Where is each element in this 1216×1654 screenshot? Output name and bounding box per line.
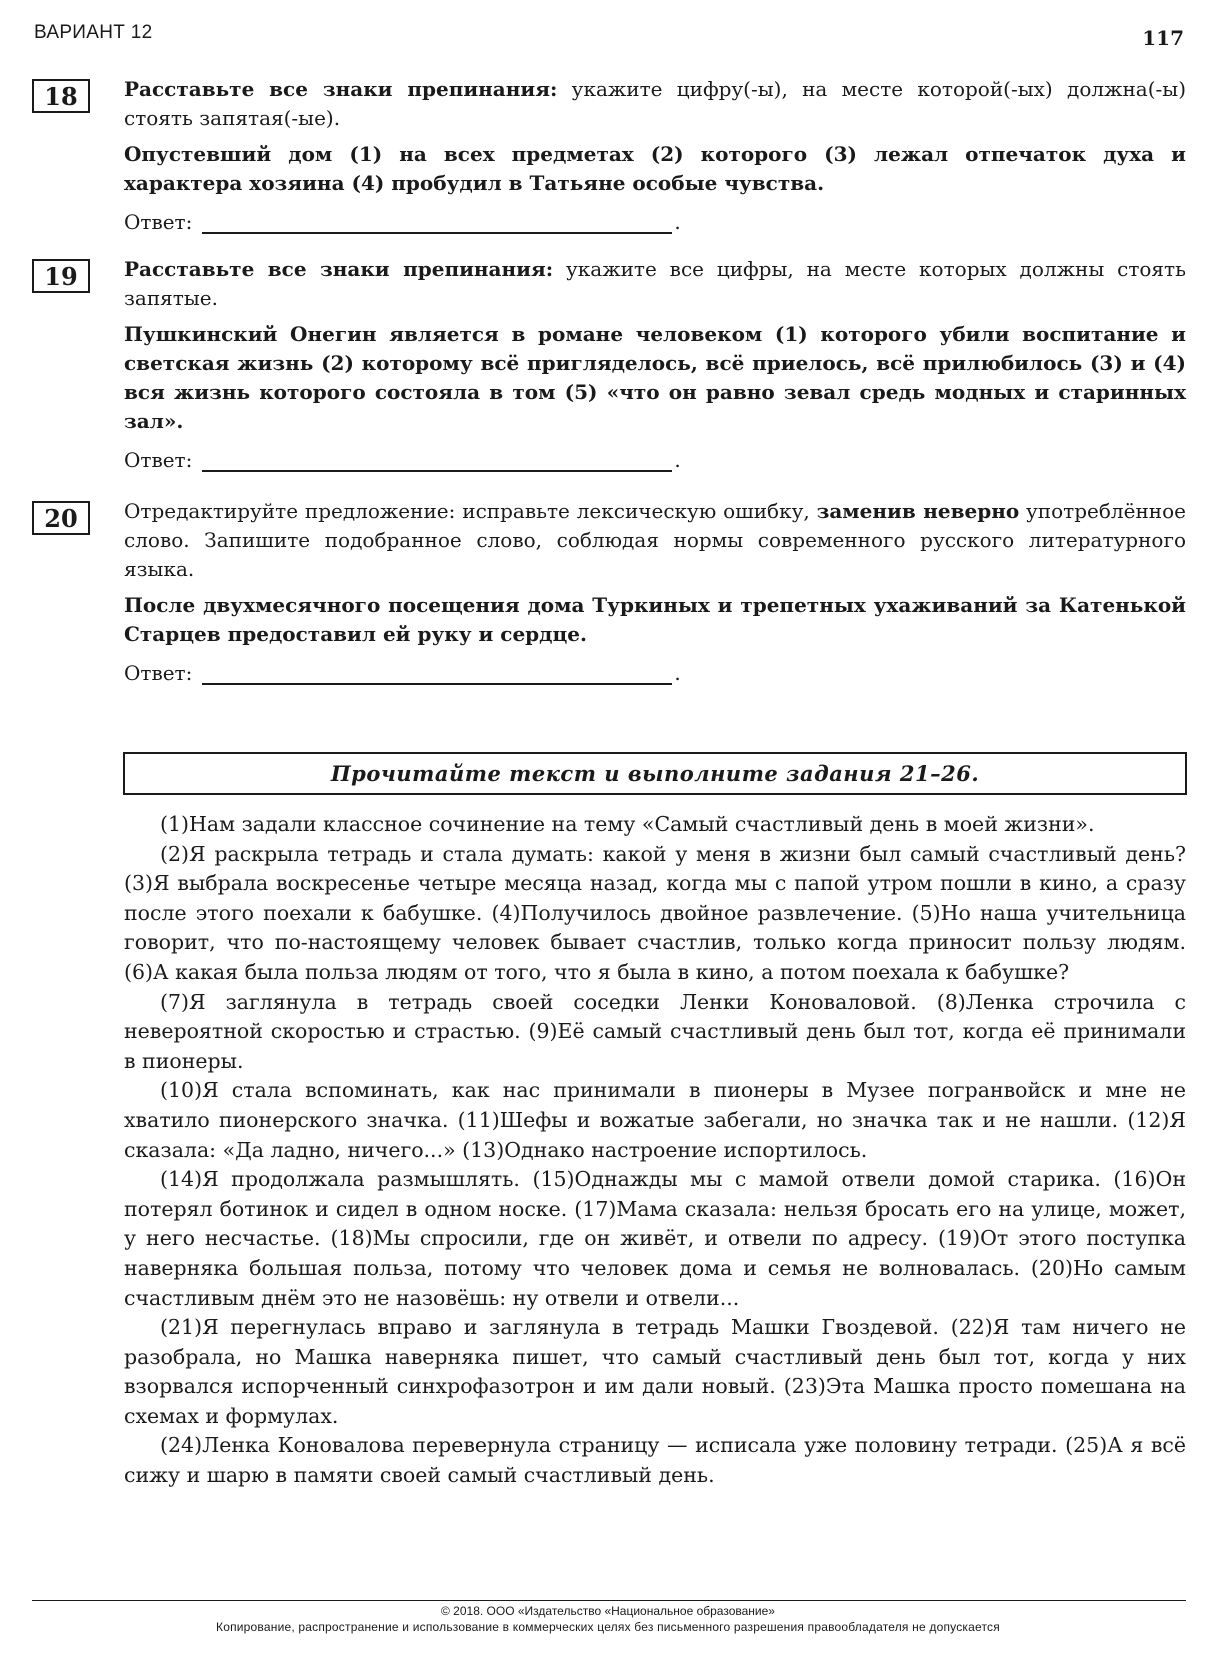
text-paragraph: (14)Я продолжала размышлять. (15)Однажды мы с мамой отвели домой старика. (16)Он потерял ботинок и сидел в одном носке. (17)Мама сказала: нельзя бросать его на улице, может, у него несчастье. (18)Мы спросили, где он живёт, и отвели по адресу. (19)От этого поступка наверняка большая польза, потому что человек дома и семья не волновалась. (20)Но самым счастливым днём это не назовёшь: ну отвели и отвели...	[124, 1167, 1186, 1310]
task-instruction	[124, 255, 1186, 313]
answer-label: Ответ:	[124, 661, 193, 685]
instruction-bold: заменив неверно	[816, 499, 1020, 523]
task-content	[124, 75, 1186, 234]
instruction-bold: Расставьте все знаки препинания:	[124, 257, 554, 281]
answer-label: Ответ:	[124, 210, 193, 234]
reading-text	[124, 810, 1186, 1491]
answer-line[interactable]	[202, 661, 672, 685]
task-sentence: Опустевший дом (1) на всех предметах (2) которого (3) лежал отпечаток духа и характера хозяина (4) пробудил в Татьяне особые чувства.	[124, 142, 1186, 195]
text-paragraph: (10)Я стала вспоминать, как нас принимали в пионеры в Музее погранвойск и мне не хватило пионерского значка. (11)Шефы и вожатые забегали, но значка так и не нашли. (12)Я сказала: «Да ладно, ничего...» (13)Однако настроение испортилось.	[124, 1078, 1186, 1162]
text-paragraph: (7)Я заглянула в тетрадь своей соседки Ленки Коноваловой. (8)Ленка строчила с невероятной скоростью и страстью. (9)Её самый счастливый день был тот, когда её принимали в пионеры.	[124, 989, 1186, 1073]
task-sentence: Пушкинский Онегин является в романе человеком (1) которого убили воспитание и светская жизнь (2) которому всё пригляделось, всё приелось, всё прилюбилось (3) и (4) вся жизнь которого состояла в том (5) «что он равно зевал средь модных и старинных зал».	[124, 322, 1186, 433]
task-content	[124, 255, 1186, 472]
answer-row	[124, 448, 1186, 472]
answer-end: .	[674, 448, 681, 472]
page-number: 117	[1142, 26, 1184, 50]
instruction-text: укажите цифру(-ы), на месте которой(-ых) должна(-ы) стоять запятая(-ые).	[124, 77, 1186, 130]
answer-line[interactable]	[202, 210, 672, 234]
instruction-text: употреблённое слово. Запишите подобранное слово, соблюдая нормы современного русского литературного языка.	[124, 499, 1186, 581]
answer-row	[124, 661, 1186, 685]
reading-banner-text: Прочитайте текст и выполните задания 21–26.	[330, 761, 980, 786]
instruction-text: Отредактируйте предложение: исправьте лексическую ошибку,	[124, 499, 817, 523]
variant-label: ВАРИАНТ 12	[34, 22, 153, 43]
footer-notice: Копирование, распространение и использование в коммерческих целях без письменного разрешения правообладателя не допускается	[216, 1620, 1000, 1634]
instruction-text: укажите все цифры, на месте которых должны стоять запятые.	[124, 257, 1186, 310]
reading-banner	[123, 752, 1187, 795]
text-paragraph: (2)Я раскрыла тетрадь и стала думать: какой у меня в жизни был самый счастливый день? (3)Я выбрала воскресенье четыре месяца назад, когда мы с папой утром пошли в кино, а сразу после этого поехали к бабушке. (4)Получилось двойное развлечение. (5)Но наша учительница говорит, что по-настоящему человек бывает счастлив, только когда приносит пользу людям. (6)А какая была польза людям от того, что я была в кино, а потом поехала к бабушке?	[124, 841, 1186, 984]
instruction-bold: Расставьте все знаки препинания:	[124, 77, 558, 101]
answer-label: Ответ:	[124, 448, 193, 472]
text-paragraph: (24)Ленка Коновалова перевернула страницу — исписала уже половину тетради. (25)А я всё сижу и шарю в памяти своей самый счастливый день.	[124, 1433, 1186, 1488]
answer-end: .	[674, 661, 681, 685]
task-content	[124, 497, 1186, 685]
footer-divider	[32, 1600, 1186, 1601]
task-number-box: 18	[32, 79, 90, 113]
text-paragraph: (1)Нам задали классное сочинение на тему «Самый счастливый день в моей жизни».	[160, 812, 1095, 836]
task-number-box: 19	[32, 259, 90, 293]
task-instruction	[124, 75, 1186, 133]
text-paragraph: (21)Я перегнулась вправо и заглянула в тетрадь Машки Гвоздевой. (22)Я там ничего не разобрала, но Машка наверняка пишет, что самый счастливый день был тот, когда у них взорвался испорченный синхрофазотрон и им дали новый. (23)Эта Машка просто помешана на схемах и формулах.	[124, 1315, 1186, 1428]
answer-line[interactable]	[202, 448, 672, 472]
footer-copyright: © 2018. ООО «Издательство «Национальное образование»	[441, 1604, 775, 1618]
task-number-box: 20	[32, 501, 90, 535]
answer-end: .	[674, 210, 681, 234]
answer-row	[124, 210, 1186, 234]
task-instruction	[124, 497, 1186, 584]
task-sentence: После двухмесячного посещения дома Туркиных и трепетных ухаживаний за Катенькой Старцев предоставил ей руку и сердце.	[124, 593, 1186, 646]
